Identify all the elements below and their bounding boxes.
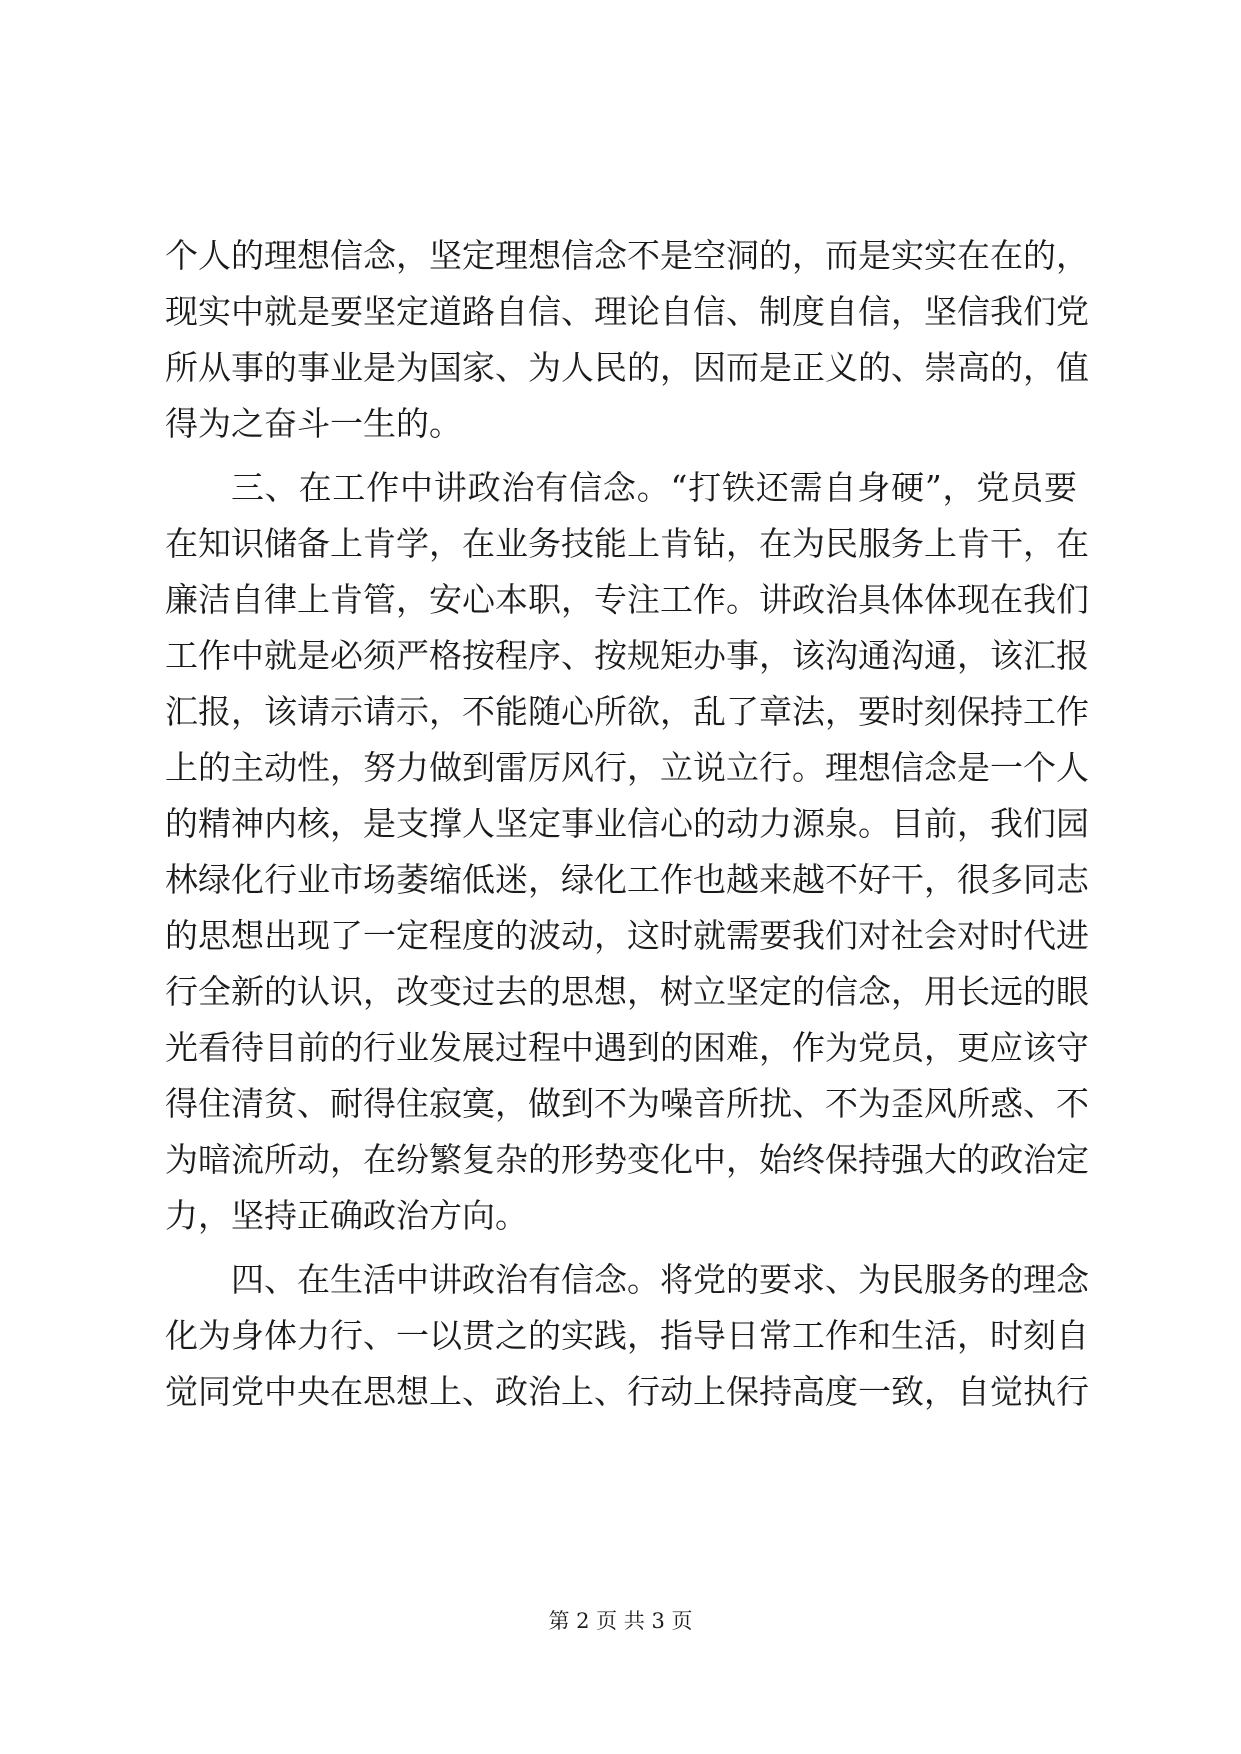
page-number-label: 第 2 页 共 3 页	[548, 1609, 693, 1633]
text-line: 行全新的认识，改变过去的思想，树立坚定的信念，用长远的眼	[165, 972, 1089, 1011]
text-line: 三、在工作中讲政治有信念。“打铁还需自身硬”，党员要	[231, 468, 1077, 507]
text-line: 廉洁自律上肯管，安心本职，专注工作。讲政治具体体现在我们	[165, 580, 1089, 619]
text-line: 林绿化行业市场萎缩低迷，绿化工作也越来越不好干，很多同志	[165, 860, 1089, 899]
text-line: 所从事的事业是为国家、为人民的，因而是正义的、崇高的，值	[165, 348, 1089, 387]
text-line: 光看待目前的行业发展过程中遇到的困难，作为党员，更应该守	[165, 1028, 1089, 1067]
text-line: 的思想出现了一定程度的波动，这时就需要我们对社会对时代进	[165, 916, 1089, 955]
text-line: 为暗流所动，在纷繁复杂的形势变化中，始终保持强大的政治定	[165, 1140, 1089, 1179]
text-line: 得住清贫、耐得住寂寞，做到不为噪音所扰、不为歪风所惑、不	[165, 1084, 1089, 1123]
page-footer	[0, 1605, 1241, 1635]
paragraph-continuation	[165, 228, 1089, 452]
body-text	[165, 228, 1089, 1420]
paragraph-section-three	[165, 460, 1089, 1244]
text-line: 在知识储备上肯学，在业务技能上肯钻，在为民服务上肯干，在	[165, 524, 1089, 563]
text-line: 工作中就是必须严格按程序、按规矩办事，该沟通沟通，该汇报	[165, 636, 1089, 675]
text-line: 得为之奋斗一生的。	[165, 404, 462, 443]
text-line: 上的主动性，努力做到雷厉风行，立说立行。理想信念是一个人	[165, 748, 1089, 787]
text-line: 个人的理想信念，坚定理想信念不是空洞的，而是实实在在的，	[165, 236, 1089, 275]
text-line: 四、在生活中讲政治有信念。将党的要求、为民服务的理念	[231, 1260, 1089, 1299]
text-line: 觉同党中央在思想上、政治上、行动上保持高度一致，自觉执行	[165, 1372, 1089, 1411]
text-line: 现实中就是要坚定道路自信、理论自信、制度自信，坚信我们党	[165, 292, 1089, 331]
text-line: 汇报，该请示请示，不能随心所欲，乱了章法，要时刻保持工作	[165, 692, 1089, 731]
text-line: 的精神内核，是支撑人坚定事业信心的动力源泉。目前，我们园	[165, 804, 1089, 843]
text-line: 化为身体力行、一以贯之的实践，指导日常工作和生活，时刻自	[165, 1316, 1089, 1355]
paragraph-section-four	[165, 1252, 1089, 1420]
text-line: 力，坚持正确政治方向。	[165, 1196, 528, 1235]
